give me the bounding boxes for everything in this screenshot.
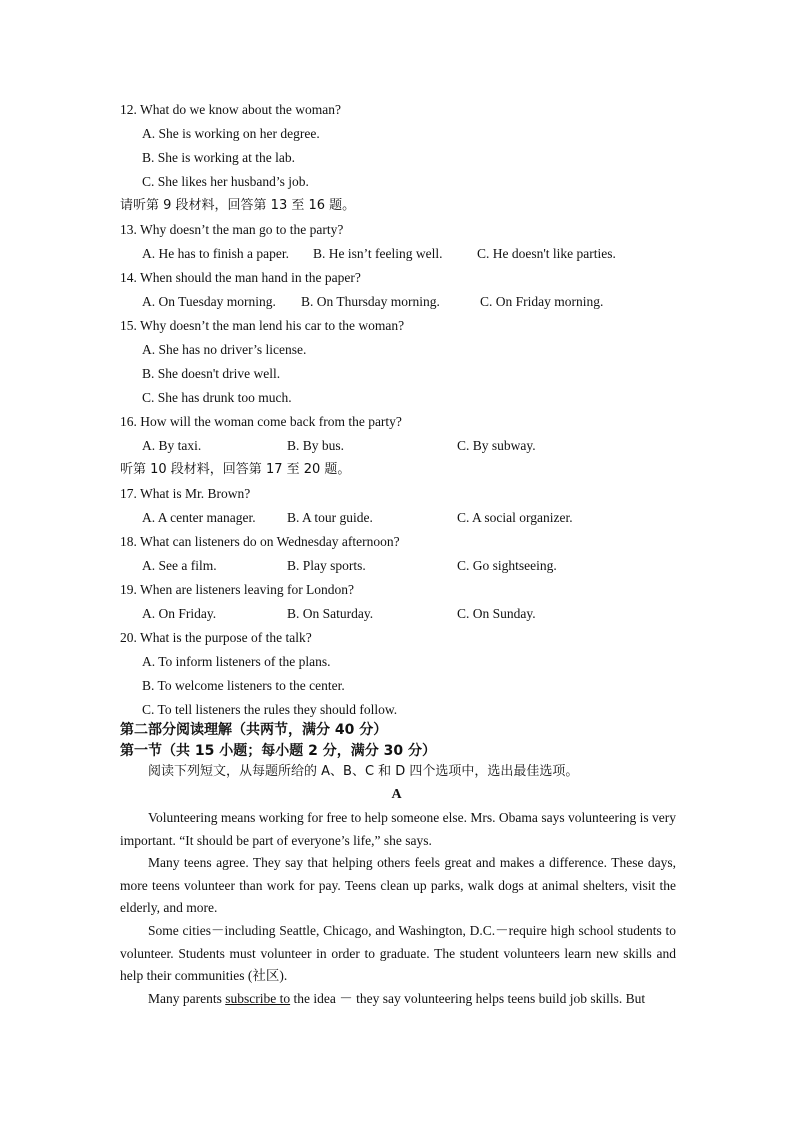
q16-option-c: C. By subway. <box>457 438 536 453</box>
underlined-phrase: subscribe to <box>225 991 291 1006</box>
instruction-segment-9: 请听第 9 段材料，回答第 13 至 16 题。 <box>120 198 356 213</box>
q19-option-c: C. On Sunday. <box>457 606 536 621</box>
question-19: 19. When are listeners leaving for London? <box>120 582 355 597</box>
paragraph-4-rest: the idea － they say volunteering helps teens build job skills. But <box>290 991 646 1006</box>
q17-option-a: A. A center manager. <box>142 510 256 525</box>
question-20: 20. What is the purpose of the talk? <box>120 630 312 645</box>
q13-option-c: C. He doesn't like parties. <box>477 246 616 261</box>
q18-option-a: A. See a film. <box>142 558 217 573</box>
passage-paragraph-3: Some cities－including Seattle, Chicago, and Washington, D.C.－require high school students to volunteer. Students must volunteer in order to graduate. The student volunteers learn new skills and help their communities (社区). <box>120 923 676 984</box>
q12-option-b: B. She is working at the lab. <box>142 150 295 165</box>
q12-option-c: C. She likes her husband’s job. <box>142 174 309 189</box>
instruction-segment-10: 听第 10 段材料，回答第 17 至 20 题。 <box>120 462 351 477</box>
q15-option-b: B. She doesn't drive well. <box>142 366 281 381</box>
question-16: 16. How will the woman come back from the party? <box>120 414 402 429</box>
q16-option-a: A. By taxi. <box>142 438 202 453</box>
q18-option-b: B. Play sports. <box>287 558 366 573</box>
q15-option-a: A. She has no driver’s license. <box>142 342 307 357</box>
q12-option-a: A. She is working on her degree. <box>142 126 320 141</box>
question-18: 18. What can listeners do on Wednesday afternoon? <box>120 534 400 549</box>
passage-paragraph-1: Volunteering means working for free to help someone else. Mrs. Obama says volunteering is very important. “It should be part of everyone’s life,” she says. <box>120 810 676 848</box>
q20-option-a: A. To inform listeners of the plans. <box>142 654 331 669</box>
q15-option-c: C. She has drunk too much. <box>142 390 292 405</box>
section2-directions: 阅读下列短文，从每题所给的 A、B、C 和 D 四个选项中，选出最佳选项。 <box>148 764 579 779</box>
q17-option-b: B. A tour guide. <box>287 510 373 525</box>
question-14: 14. When should the man hand in the paper? <box>120 270 361 285</box>
q13-option-b: B. He isn’t feeling well. <box>313 246 443 261</box>
question-12: 12. What do we know about the woman? <box>120 102 341 117</box>
passage-paragraph-4 <box>120 988 676 1011</box>
question-13: 13. Why doesn’t the man go to the party? <box>120 222 344 237</box>
q20-option-c: C. To tell listeners the rules they should follow. <box>142 702 398 717</box>
q19-option-a: A. On Friday. <box>142 606 217 621</box>
q19-option-b: B. On Saturday. <box>287 606 374 621</box>
q20-option-b: B. To welcome listeners to the center. <box>142 678 345 693</box>
passage-label: A <box>391 787 402 802</box>
q14-option-a: A. On Tuesday morning. <box>142 294 276 309</box>
paragraph-4-start: Many parents <box>148 991 226 1006</box>
section2-part1-title: 第一节（共 15 小题；每小题 2 分，满分 30 分） <box>120 743 436 759</box>
passage-paragraph-2: Many teens agree. They say that helping others feels great and makes a difference. These days, more teens volunteer than work for pay. Teens clean up parks, walk dogs at animal shelters, visit the elderly, and more. <box>120 855 676 916</box>
q18-option-c: C. Go sightseeing. <box>457 558 557 573</box>
q14-option-b: B. On Thursday morning. <box>301 294 440 309</box>
q14-option-c: C. On Friday morning. <box>480 294 604 309</box>
question-17: 17. What is Mr. Brown? <box>120 486 251 501</box>
question-15: 15. Why doesn’t the man lend his car to the woman? <box>120 318 405 333</box>
section2-title: 第二部分阅读理解（共两节，满分 40 分） <box>120 722 388 738</box>
q13-option-a: A. He has to finish a paper. <box>142 246 289 261</box>
q16-option-b: B. By bus. <box>287 438 345 453</box>
q17-option-c: C. A social organizer. <box>457 510 573 525</box>
